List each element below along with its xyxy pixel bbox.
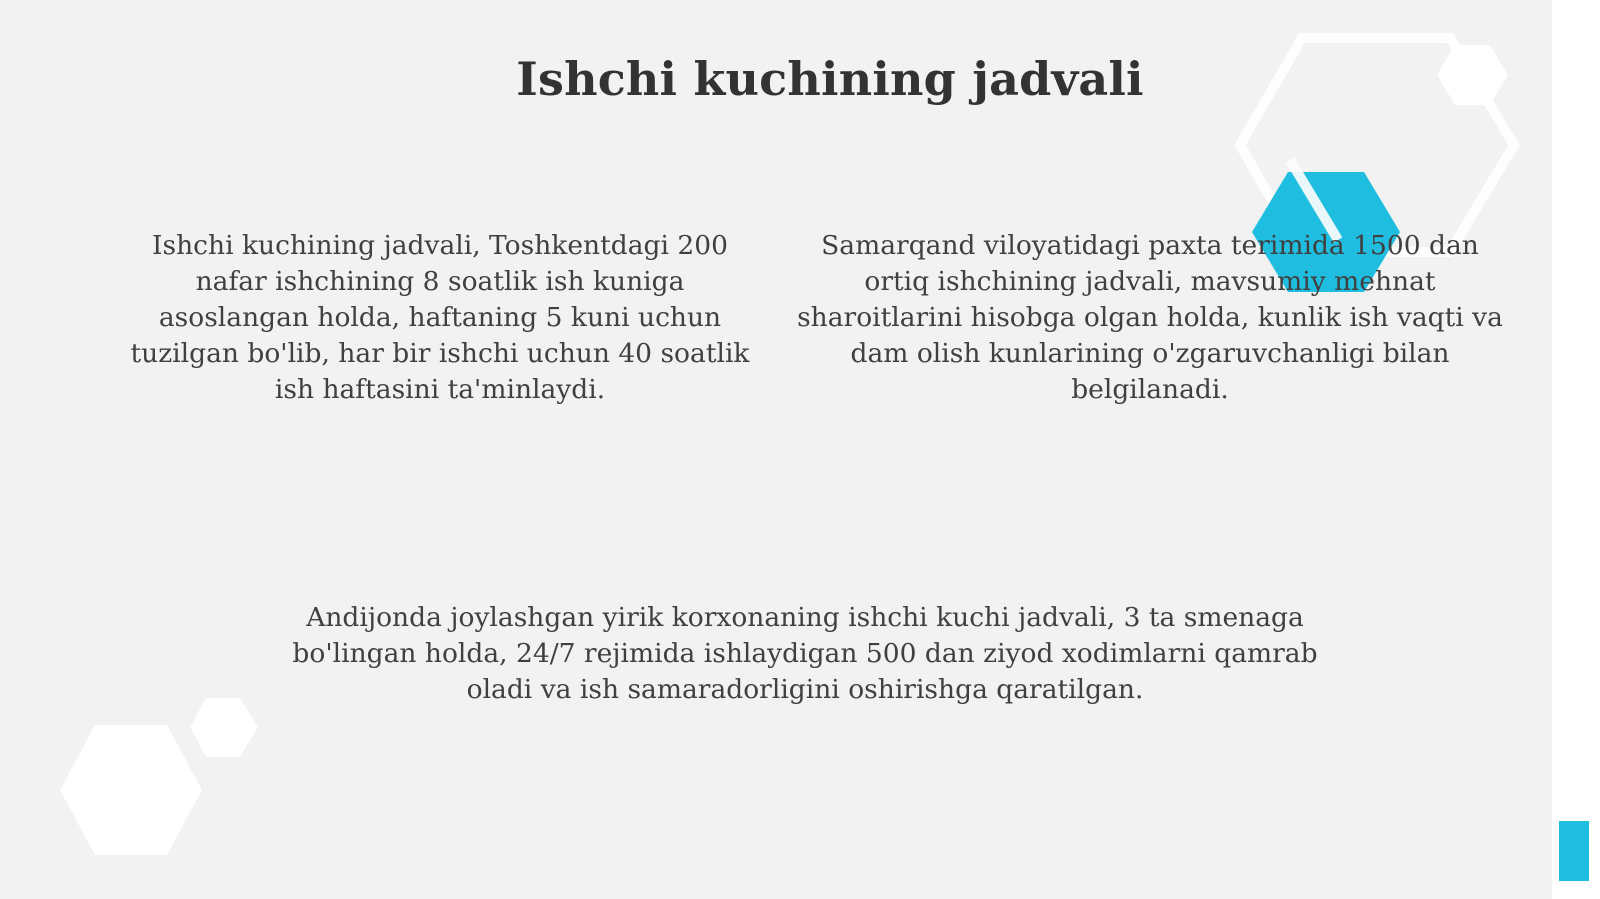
- right-scroll-strip: [1552, 0, 1600, 899]
- paragraph-andijan: Andijonda joylashgan yirik korxonaning ishchi kuchi jadvali, 3 ta smenaga bo'lingan holda, 24/7 rejimida ishlaydigan 500 dan ziyod xodimlarni qamrab oladi va ish samaradorligini oshirishga qaratilgan.: [292, 602, 1318, 705]
- hexagon-white-large-decoration: [60, 725, 202, 855]
- hexagon-white-medium-decoration: [190, 698, 258, 757]
- slide-accent-bar: [1559, 821, 1589, 881]
- slide-title: Ishchi kuchining jadvali: [516, 52, 1144, 106]
- paragraph-samarkand: Samarqand viloyatidagi paxta terimida 1500 dan ortiq ishchining jadvali, mavsumiy mehnat sharoitlarini hisobga olgan holda, kunlik ish vaqti va dam olish kunlarining o'zgaruvchanligi bilan belgilanadi.: [797, 230, 1503, 405]
- hexagon-white-small-decoration: [1437, 45, 1508, 105]
- paragraph-tashkent: Ishchi kuchining jadvali, Toshkentdagi 200 nafar ishchining 8 soatlik ish kuniga asoslangan holda, haftaning 5 kuni uchun tuzilgan bo'lib, har bir ishchi uchun 40 soatlik ish haftasini ta'minlaydi.: [130, 230, 750, 405]
